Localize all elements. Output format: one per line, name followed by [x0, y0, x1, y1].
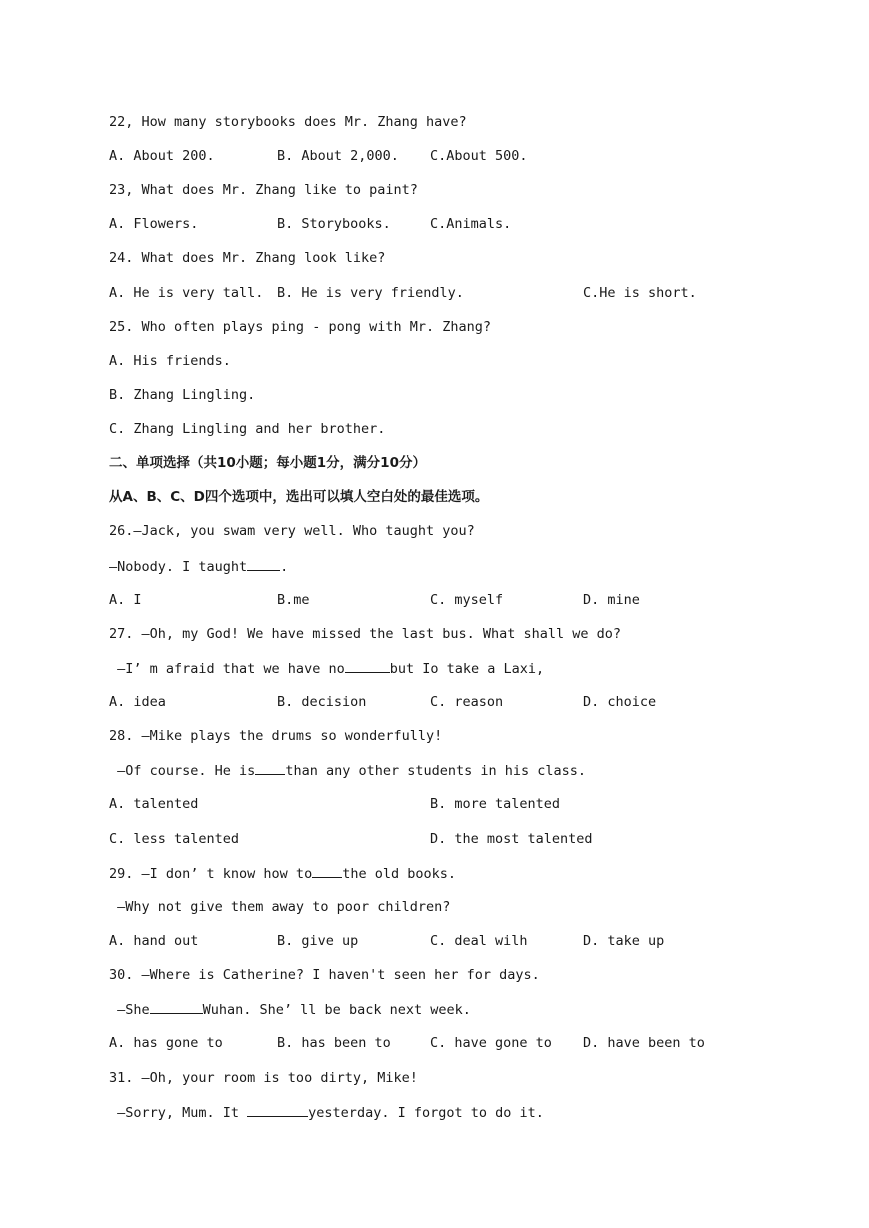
answer-blank: [247, 1103, 308, 1117]
question-23-option-b: B. Storybooks.: [277, 216, 391, 232]
question-24-option-b: B. He is very friendly.: [277, 285, 464, 301]
question-27-option-d: D. choice: [583, 694, 657, 710]
question-29-line1-post: the old books.: [342, 866, 456, 882]
question-25-option-c: C. Zhang Lingling and her brother.: [109, 421, 386, 437]
question-30-option-a: A. has gone to: [109, 1035, 223, 1051]
question-26-line2-post: .: [280, 559, 289, 575]
question-29-option-a: A. hand out: [109, 933, 199, 949]
question-30-option-b: B. has been to: [277, 1035, 391, 1051]
question-28-option-c: C. less talented: [109, 831, 240, 847]
question-28-line2: [109, 761, 586, 780]
question-31-line2-post: yesterday. I forgot to do it.: [308, 1105, 544, 1121]
question-30-line1: 30. —Where is Catherine? I haven't seen her for days.: [109, 967, 540, 983]
question-26-option-c: C. myself: [430, 592, 504, 608]
question-27-line2: [109, 659, 544, 678]
question-27-line2-pre: —I’ m afraid that we have no: [109, 661, 345, 677]
answer-blank: [247, 557, 280, 571]
question-29-option-d: D. take up: [583, 933, 665, 949]
question-28-line2-post: than any other students in his class.: [285, 763, 587, 779]
question-28-option-b: B. more talented: [430, 796, 561, 812]
question-28-line1: 28. —Mike plays the drums so wonderfully!: [109, 728, 443, 744]
question-28-line2-pre: —Of course. He is: [109, 763, 256, 779]
question-27-line2-post: but Io take a Laxi,: [389, 661, 545, 677]
question-30-line2-pre: —She: [109, 1002, 150, 1018]
question-26-option-a: A. I: [109, 592, 142, 608]
question-24-option-c: C.He is short.: [583, 285, 697, 301]
question-31-line1: 31. —Oh, your room is too dirty, Mike!: [109, 1070, 418, 1086]
question-26-line1: 26.—Jack, you swam very well. Who taught you?: [109, 523, 475, 539]
question-29-line1-pre: 29. —I don’ t know how to: [109, 866, 313, 882]
question-23-stem: 23, What does Mr. Zhang like to paint?: [109, 182, 418, 198]
question-22-option-c: C.About 500.: [430, 148, 528, 164]
question-26-line2: [109, 557, 288, 576]
question-25-stem: 25. Who often plays ping - pong with Mr. Zhang?: [109, 319, 492, 335]
answer-blank: [150, 1000, 203, 1014]
question-27-option-b: B. decision: [277, 694, 367, 710]
question-29-line2: —Why not give them away to poor children?: [109, 899, 451, 915]
answer-blank: [345, 659, 390, 673]
question-24-stem: 24. What does Mr. Zhang look like?: [109, 250, 386, 266]
question-26-line2-pre: —Nobody. I taught: [109, 559, 248, 575]
question-29-option-b: B. give up: [277, 933, 359, 949]
section-heading: 二、单项选择（共10小题；每小题1分，满分10分）: [109, 455, 426, 471]
question-27-line1: 27. —Oh, my God! We have missed the last bus. What shall we do?: [109, 626, 622, 642]
question-22-option-a: A. About 200.: [109, 148, 215, 164]
question-25-option-b: B. Zhang Lingling.: [109, 387, 256, 403]
question-30-option-d: D. have been to: [583, 1035, 705, 1051]
question-28-option-a: A. talented: [109, 796, 199, 812]
question-31-line2-pre: —Sorry, Mum. It: [109, 1105, 248, 1121]
question-26-option-b: B.me: [277, 592, 310, 608]
answer-blank: [312, 864, 342, 878]
question-25-option-a: A. His friends.: [109, 353, 231, 369]
question-30-line2-post: Wuhan. She’ ll be back next week.: [202, 1002, 471, 1018]
question-26-option-d: D. mine: [583, 592, 640, 608]
question-31-line2: [109, 1103, 544, 1122]
question-29-option-c: C. deal wilh: [430, 933, 528, 949]
question-30-line2: [109, 1000, 471, 1019]
question-27-option-a: A. idea: [109, 694, 166, 710]
question-28-option-d: D. the most talented: [430, 831, 593, 847]
question-22-option-b: B. About 2,000.: [277, 148, 399, 164]
question-29-line1: [109, 864, 456, 883]
question-30-option-c: C. have gone to: [430, 1035, 552, 1051]
section-instruction: 从A、B、C、D四个选项中，选出可以填人空白处的最佳选项。: [109, 489, 489, 505]
question-22-stem: 22, How many storybooks does Mr. Zhang have?: [109, 114, 467, 130]
answer-blank: [255, 761, 285, 775]
question-23-option-a: A. Flowers.: [109, 216, 199, 232]
question-27-option-c: C. reason: [430, 694, 504, 710]
question-24-option-a: A. He is very tall.: [109, 285, 264, 301]
question-23-option-c: C.Animals.: [430, 216, 512, 232]
